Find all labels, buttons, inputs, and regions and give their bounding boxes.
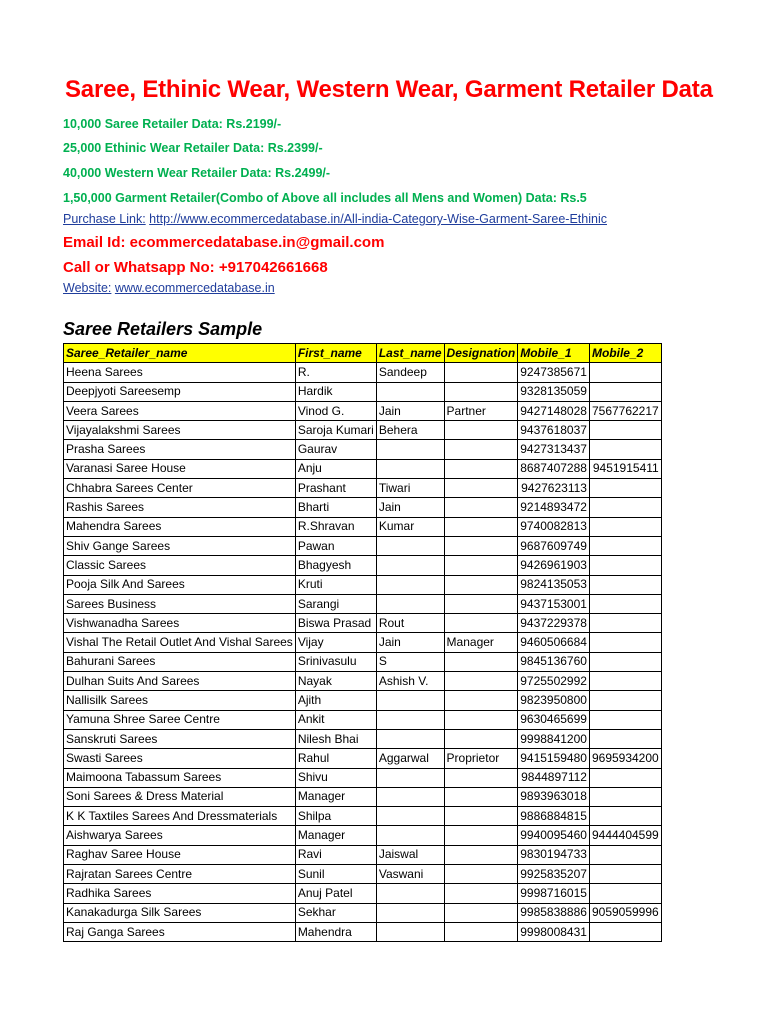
table-cell[interactable]	[589, 691, 661, 710]
table-row	[64, 498, 662, 517]
table-cell[interactable]	[376, 903, 444, 922]
table-cell[interactable]	[376, 787, 444, 806]
table-row	[64, 845, 662, 864]
table-cell[interactable]: 9998716015	[518, 884, 590, 903]
table-cell[interactable]: 9328135059	[518, 382, 590, 401]
table-cell[interactable]	[589, 672, 661, 691]
table-cell[interactable]: 9437618037	[518, 421, 590, 440]
table-cell[interactable]: 9886884815	[518, 807, 590, 826]
table-cell[interactable]: 9830194733	[518, 845, 590, 864]
table-cell[interactable]: Varanasi Saree House	[64, 459, 296, 478]
table-row	[64, 729, 662, 748]
table-cell[interactable]: Pooja Silk And Sarees	[64, 575, 296, 594]
table-cell[interactable]: Shiv Gange Sarees	[64, 536, 296, 555]
table-cell[interactable]: 9687609749	[518, 536, 590, 555]
table-cell[interactable]: Vishwanadha Sarees	[64, 614, 296, 633]
table-cell[interactable]	[444, 768, 518, 787]
table-cell[interactable]: Aishwarya Sarees	[64, 826, 296, 845]
column-header[interactable]: First_name	[295, 344, 376, 363]
table-cell[interactable]: Vinod G.	[295, 401, 376, 420]
table-cell[interactable]	[376, 382, 444, 401]
table-cell[interactable]	[589, 517, 661, 536]
table-cell[interactable]	[444, 614, 518, 633]
table-cell[interactable]: 9427313437	[518, 440, 590, 459]
table-row	[64, 517, 662, 536]
table-cell[interactable]: 9940095460	[518, 826, 590, 845]
column-header[interactable]: Last_name	[376, 344, 444, 363]
table-cell[interactable]: Manager	[295, 787, 376, 806]
table-cell[interactable]: 9740082813	[518, 517, 590, 536]
table-cell[interactable]	[444, 440, 518, 459]
table-row	[64, 401, 662, 420]
table-cell[interactable]	[444, 922, 518, 941]
table-cell[interactable]	[589, 498, 661, 517]
table-cell[interactable]: 9460506684	[518, 633, 590, 652]
table-cell[interactable]: Biswa Prasad	[295, 614, 376, 633]
table-cell[interactable]	[589, 421, 661, 440]
table-row	[64, 614, 662, 633]
table-cell[interactable]	[376, 459, 444, 478]
table-cell[interactable]	[589, 614, 661, 633]
spreadsheet-page	[63, 0, 713, 1024]
table-cell[interactable]: Heena Sarees	[64, 363, 296, 382]
table-row	[64, 633, 662, 652]
table-cell[interactable]: S	[376, 652, 444, 671]
table-cell[interactable]	[444, 363, 518, 382]
purchase-link-label: Purchase Link:	[63, 212, 146, 226]
table-cell[interactable]	[589, 575, 661, 594]
table-cell[interactable]: Ajith	[295, 691, 376, 710]
table-cell[interactable]	[376, 594, 444, 613]
table-cell[interactable]	[589, 787, 661, 806]
table-cell[interactable]: Raghav Saree House	[64, 845, 296, 864]
phone-line: Call or Whatsapp No: +917042661668	[63, 259, 328, 276]
table-cell[interactable]: Bahurani Sarees	[64, 652, 296, 671]
email-line: Email Id: ecommercedatabase.in@gmail.com	[63, 234, 385, 251]
table-cell[interactable]	[376, 807, 444, 826]
table-cell[interactable]: Jaiswal	[376, 845, 444, 864]
table-cell[interactable]: 9437153001	[518, 594, 590, 613]
table-cell[interactable]: Sarees Business	[64, 594, 296, 613]
table-cell[interactable]	[444, 421, 518, 440]
column-header[interactable]: Mobile_1	[518, 344, 590, 363]
table-row	[64, 440, 662, 459]
table-cell[interactable]: Vijayalakshmi Sarees	[64, 421, 296, 440]
table-cell[interactable]	[444, 807, 518, 826]
table-cell[interactable]: Bhagyesh	[295, 556, 376, 575]
table-cell[interactable]: Manager	[295, 826, 376, 845]
table-cell[interactable]: Partner	[444, 401, 518, 420]
table-row	[64, 865, 662, 884]
table-cell[interactable]	[444, 594, 518, 613]
table-cell[interactable]: Srinivasulu	[295, 652, 376, 671]
table-row	[64, 691, 662, 710]
table-row	[64, 749, 662, 768]
table-cell[interactable]: Kumar	[376, 517, 444, 536]
table-cell[interactable]: 9725502992	[518, 672, 590, 691]
table-cell[interactable]: Deepjyoti Sareesemp	[64, 382, 296, 401]
website-label: Website:	[63, 281, 112, 295]
table-cell[interactable]: 9427623113	[518, 479, 590, 498]
table-cell[interactable]: Sandeep	[376, 363, 444, 382]
table-cell[interactable]	[444, 479, 518, 498]
table-cell[interactable]	[589, 845, 661, 864]
table-cell[interactable]: 8687407288	[518, 459, 590, 478]
table-cell[interactable]: Rashis Sarees	[64, 498, 296, 517]
table-cell[interactable]: Gaurav	[295, 440, 376, 459]
table-row	[64, 787, 662, 806]
purchase-link[interactable]: http://www.ecommercedatabase.in/All-india-Category-Wise-Garment-Saree-Ethinic	[149, 212, 607, 226]
table-cell[interactable]	[589, 479, 661, 498]
table-cell[interactable]	[376, 440, 444, 459]
table-row	[64, 421, 662, 440]
table-row	[64, 575, 662, 594]
purchase-link-line	[63, 212, 607, 226]
table-cell[interactable]	[444, 826, 518, 845]
table-cell[interactable]	[376, 691, 444, 710]
table-cell[interactable]: 9998008431	[518, 922, 590, 941]
table-cell[interactable]	[589, 710, 661, 729]
table-cell[interactable]: 9444404599	[589, 826, 661, 845]
table-cell[interactable]: 9426961903	[518, 556, 590, 575]
table-cell[interactable]: Hardik	[295, 382, 376, 401]
table-cell[interactable]	[589, 865, 661, 884]
table-cell[interactable]: 9844897112	[518, 768, 590, 787]
table-cell[interactable]	[589, 884, 661, 903]
promo-line-saree: 10,000 Saree Retailer Data: Rs.2199/-	[63, 117, 282, 131]
table-cell[interactable]: Chhabra Sarees Center	[64, 479, 296, 498]
table-cell[interactable]: Anuj Patel	[295, 884, 376, 903]
table-row	[64, 807, 662, 826]
website-line	[63, 281, 275, 295]
table-cell[interactable]: Sekhar	[295, 903, 376, 922]
table-cell[interactable]	[376, 729, 444, 748]
table-cell[interactable]: Shivu	[295, 768, 376, 787]
table-cell[interactable]: Jain	[376, 633, 444, 652]
table-cell[interactable]	[376, 884, 444, 903]
table-cell[interactable]: Proprietor	[444, 749, 518, 768]
table-cell[interactable]	[589, 633, 661, 652]
table-cell[interactable]	[444, 517, 518, 536]
table-body	[64, 363, 662, 942]
table-cell[interactable]: Ravi	[295, 845, 376, 864]
table-cell[interactable]: Bharti	[295, 498, 376, 517]
table-row	[64, 652, 662, 671]
table-cell[interactable]: Anju	[295, 459, 376, 478]
table-cell[interactable]: Radhika Sarees	[64, 884, 296, 903]
table-cell[interactable]: Shilpa	[295, 807, 376, 826]
table-row	[64, 884, 662, 903]
table-cell[interactable]: 9451915411	[589, 459, 661, 478]
table-cell[interactable]: Soni Sarees & Dress Material	[64, 787, 296, 806]
table-cell[interactable]	[589, 729, 661, 748]
table-cell[interactable]: Kanakadurga Silk Sarees	[64, 903, 296, 922]
website-link[interactable]: www.ecommercedatabase.in	[114, 281, 275, 295]
page-title: Saree, Ethinic Wear, Western Wear, Garment Retailer Data	[65, 76, 713, 103]
table-cell[interactable]: 9059059996	[589, 903, 661, 922]
table-cell[interactable]: Tiwari	[376, 479, 444, 498]
table-cell[interactable]: Nilesh Bhai	[295, 729, 376, 748]
table-cell[interactable]	[444, 691, 518, 710]
table-cell[interactable]	[444, 787, 518, 806]
table-cell[interactable]: Nayak	[295, 672, 376, 691]
table-cell[interactable]	[444, 729, 518, 748]
table-cell[interactable]: Swasti Sarees	[64, 749, 296, 768]
table-cell[interactable]: 9427148028	[518, 401, 590, 420]
table-row	[64, 768, 662, 787]
table-cell[interactable]: 9845136760	[518, 652, 590, 671]
table-row	[64, 826, 662, 845]
table-row	[64, 672, 662, 691]
table-cell[interactable]: Sanskruti Sarees	[64, 729, 296, 748]
table-cell[interactable]: 9925835207	[518, 865, 590, 884]
table-cell[interactable]	[444, 865, 518, 884]
table-cell[interactable]: Aggarwal	[376, 749, 444, 768]
table-cell[interactable]: Mahendra Sarees	[64, 517, 296, 536]
table-cell[interactable]: K K Taxtiles Sarees And Dressmaterials	[64, 807, 296, 826]
table-cell[interactable]: Prashant	[295, 479, 376, 498]
table-cell[interactable]: Maimoona Tabassum Sarees	[64, 768, 296, 787]
promo-line-western: 40,000 Western Wear Retailer Data: Rs.2499/-	[63, 166, 331, 180]
table-cell[interactable]: Kruti	[295, 575, 376, 594]
table-cell[interactable]	[444, 382, 518, 401]
table-cell[interactable]	[589, 807, 661, 826]
table-cell[interactable]: Jain	[376, 498, 444, 517]
table-row	[64, 536, 662, 555]
table-cell[interactable]	[589, 363, 661, 382]
table-cell[interactable]: Vaswani	[376, 865, 444, 884]
table-cell[interactable]	[444, 498, 518, 517]
table-cell[interactable]	[444, 672, 518, 691]
table-cell[interactable]: Behera	[376, 421, 444, 440]
promo-line-ethnic: 25,000 Ethinic Wear Retailer Data: Rs.2399/-	[63, 141, 323, 155]
table-cell[interactable]: Raj Ganga Sarees	[64, 922, 296, 941]
table-cell[interactable]: Yamuna Shree Saree Centre	[64, 710, 296, 729]
table-cell[interactable]: R.	[295, 363, 376, 382]
table-row	[64, 903, 662, 922]
table-cell[interactable]	[589, 440, 661, 459]
table-cell[interactable]	[376, 922, 444, 941]
table-cell[interactable]: Rahul	[295, 749, 376, 768]
table-cell[interactable]: 9985838886	[518, 903, 590, 922]
column-header[interactable]: Mobile_2	[589, 344, 661, 363]
table-cell[interactable]: Pawan	[295, 536, 376, 555]
table-row	[64, 382, 662, 401]
table-cell[interactable]	[444, 575, 518, 594]
table-cell[interactable]: 9437229378	[518, 614, 590, 633]
table-cell[interactable]: 7567762217	[589, 401, 661, 420]
table-cell[interactable]: 9630465699	[518, 710, 590, 729]
table-cell[interactable]	[589, 922, 661, 941]
section-title: Saree Retailers Sample	[63, 319, 263, 339]
table-cell[interactable]: 9893963018	[518, 787, 590, 806]
table-cell[interactable]	[589, 652, 661, 671]
column-header[interactable]: Saree_Retailer_name	[64, 344, 296, 363]
table-cell[interactable]: Dulhan Suits And Sarees	[64, 672, 296, 691]
table-cell[interactable]	[589, 768, 661, 787]
table-cell[interactable]: Sunil	[295, 865, 376, 884]
table-cell[interactable]	[589, 382, 661, 401]
table-cell[interactable]: Nallisilk Sarees	[64, 691, 296, 710]
table-cell[interactable]: R.Shravan	[295, 517, 376, 536]
table-cell[interactable]: Saroja Kumari	[295, 421, 376, 440]
table-cell[interactable]: Vishal The Retail Outlet And Vishal Sarees	[64, 633, 296, 652]
table-cell[interactable]: 9998841200	[518, 729, 590, 748]
table-cell[interactable]: 9214893472	[518, 498, 590, 517]
table-cell[interactable]: Ankit	[295, 710, 376, 729]
table-cell[interactable]	[444, 652, 518, 671]
table-cell[interactable]: Vijay	[295, 633, 376, 652]
table-cell[interactable]	[376, 826, 444, 845]
table-cell[interactable]	[376, 575, 444, 594]
retailer-table	[63, 343, 662, 942]
table-cell[interactable]: Rajratan Sarees Centre	[64, 865, 296, 884]
table-header-row	[64, 344, 662, 363]
table-row	[64, 710, 662, 729]
table-cell[interactable]: 9247385671	[518, 363, 590, 382]
table-row	[64, 594, 662, 613]
table-cell[interactable]: 9824135053	[518, 575, 590, 594]
table-cell[interactable]	[444, 845, 518, 864]
table-cell[interactable]	[444, 710, 518, 729]
table-cell[interactable]: Sarangi	[295, 594, 376, 613]
table-cell[interactable]: Manager	[444, 633, 518, 652]
table-row	[64, 922, 662, 941]
table-cell[interactable]: Ashish V.	[376, 672, 444, 691]
table-cell[interactable]	[376, 556, 444, 575]
table-row	[64, 459, 662, 478]
table-cell[interactable]	[589, 594, 661, 613]
table-cell[interactable]	[444, 556, 518, 575]
table-cell[interactable]	[589, 556, 661, 575]
table-cell[interactable]	[376, 768, 444, 787]
table-cell[interactable]	[444, 459, 518, 478]
table-cell[interactable]: Classic Sarees	[64, 556, 296, 575]
column-header[interactable]: Designation	[444, 344, 518, 363]
table-cell[interactable]	[444, 884, 518, 903]
table-cell[interactable]	[589, 536, 661, 555]
table-cell[interactable]	[376, 710, 444, 729]
table-cell[interactable]	[444, 903, 518, 922]
table-cell[interactable]: Veera Sarees	[64, 401, 296, 420]
table-cell[interactable]: 9695934200	[589, 749, 661, 768]
table-cell[interactable]: Mahendra	[295, 922, 376, 941]
table-cell[interactable]	[376, 536, 444, 555]
table-cell[interactable]: 9823950800	[518, 691, 590, 710]
table-row	[64, 556, 662, 575]
table-row	[64, 363, 662, 382]
table-cell[interactable]	[444, 536, 518, 555]
promo-line-garment-combo: 1,50,000 Garment Retailer(Combo of Above all includes all Mens and Women) Data: Rs.5	[63, 191, 587, 205]
table-cell[interactable]: 9415159480	[518, 749, 590, 768]
table-row	[64, 479, 662, 498]
table-cell[interactable]: Rout	[376, 614, 444, 633]
table-cell[interactable]: Prasha Sarees	[64, 440, 296, 459]
table-cell[interactable]: Jain	[376, 401, 444, 420]
